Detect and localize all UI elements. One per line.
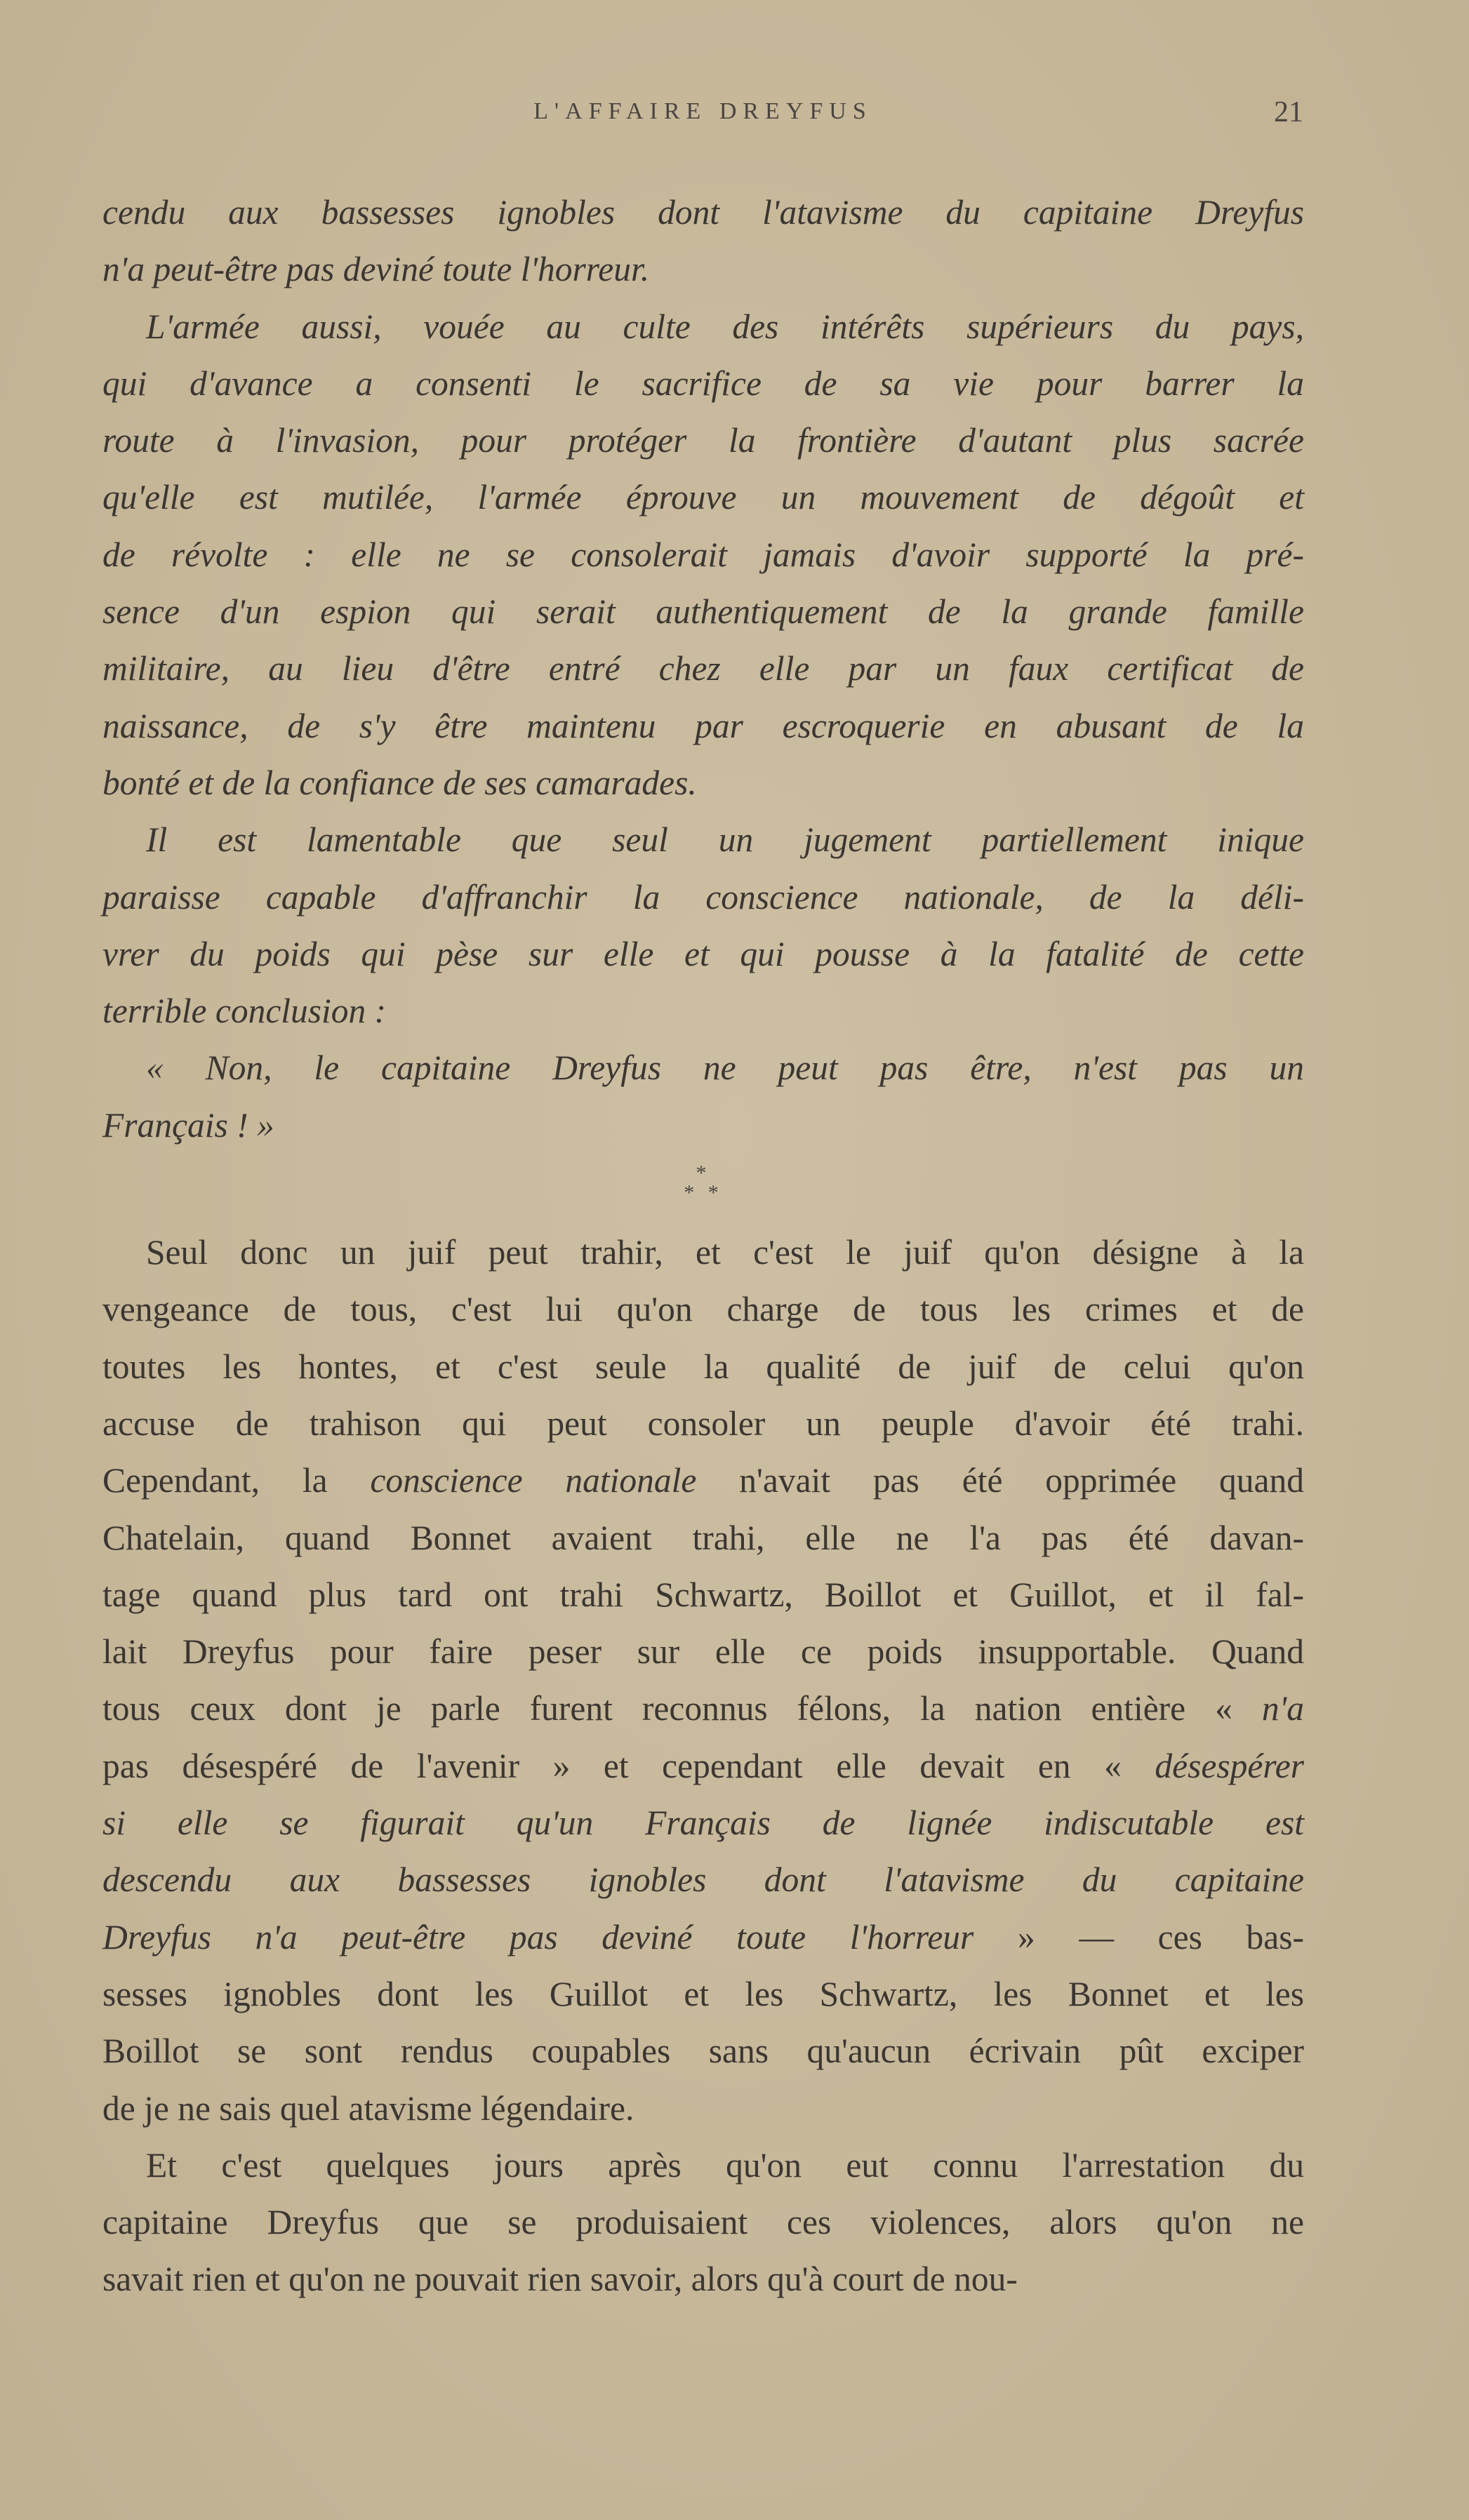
quote-line: Français ! » [102, 1105, 274, 1145]
prose-line: lait Dreyfus pour faire peser sur elle ce poids insupportable. Quand [102, 1632, 1304, 1672]
quote-line: de révolte : elle ne se consolerait jamais d'avoir supporté la pré- [102, 535, 1304, 574]
prose-line: Seul donc un juif peut trahir, et c'est le juif qu'on désigne à la [146, 1233, 1304, 1272]
quote-line: qui d'avance a consenti le sacrifice de sa vie pour barrer la [102, 364, 1304, 403]
prose-line: Boillot se sont rendus coupables sans qu'aucun écrivain pût exciper [102, 2032, 1304, 2071]
prose-line: accuse de trahison qui peut consoler un peuple d'avoir été trahi. [102, 1404, 1304, 1443]
quote-line: cendu aux bassesses ignobles dont l'atavisme du capitaine Dreyfus [102, 193, 1304, 232]
page-header [102, 98, 1303, 140]
quote-line: vrer du poids qui pèse sur elle et qui pousse à la fatalité de cette [102, 934, 1304, 973]
quote-line: Il est lamentable que seul un jugement partiellement inique [146, 820, 1304, 860]
quote-line: bonté et de la confiance de ses camarades. [102, 763, 697, 802]
quote-line: militaire, au lieu d'être entré chez elle par un faux certificat de [102, 649, 1304, 688]
emphasis: descendu aux bassesses ignobles dont l'atavisme du capitaine [102, 1860, 1304, 1900]
emphasis: n'a [1261, 1689, 1304, 1728]
quote-line: paraisse capable d'affranchir la conscience nationale, de la déli- [102, 877, 1304, 916]
quote-line: L'armée aussi, vouée au culte des intérêts supérieurs du pays, [146, 307, 1304, 346]
prose-line: Dreyfus n'a peut-être pas deviné toute l'horreur » — ces bas- [102, 1917, 1304, 1956]
section-separator: * * * [684, 1161, 723, 1205]
quote-line: « Non, le capitaine Dreyfus ne peut pas être, n'est pas un [146, 1048, 1304, 1088]
prose-line: sesses ignobles dont les Guillot et les Schwartz, les Bonnet et les [102, 1974, 1304, 2013]
prose-line [102, 1794, 1304, 1851]
prose-line: Cependant, la conscience nationale n'avait pas été opprimée quand [102, 1461, 1304, 1500]
prose-lines [102, 1224, 1304, 2308]
prose-line: tous ceux dont je parle furent reconnus félons, la nation entière « n'a [102, 1689, 1304, 1728]
prose-line: de je ne sais quel atavisme légendaire. [102, 2088, 634, 2128]
prose-line: tage quand plus tard ont trahi Schwartz, Boillot et Guillot, et il fal- [102, 1575, 1304, 1614]
quote-line: route à l'invasion, pour protéger la frontière d'autant plus sacrée [102, 421, 1304, 460]
running-title: L'AFFAIRE DREYFUS [533, 98, 872, 124]
prose-line: Chatelain, quand Bonnet avaient trahi, elle ne l'a pas été davan- [102, 1518, 1304, 1557]
quote-line: terrible conclusion : [102, 992, 387, 1031]
emphasis: Dreyfus n'a peut-être pas deviné toute l'horreur [102, 1917, 974, 1956]
quote-line: naissance, de s'y être maintenu par escroquerie en abusant de la [102, 706, 1304, 745]
prose-line [102, 1851, 1304, 1908]
prose-line: savait rien et qu'on ne pouvait rien savoir, alors qu'à court de nou- [102, 2260, 1018, 2299]
page-number: 21 [1274, 96, 1303, 128]
emphasis: si elle se figurait qu'un Français de lignée indiscutable est [102, 1804, 1304, 1843]
prose-line: toutes les hontes, et c'est seule la qualité de juif de celui qu'on [102, 1347, 1304, 1386]
body-text [102, 184, 1304, 2308]
quote-line: n'a peut-être pas deviné toute l'horreur. [102, 250, 650, 289]
prose-line: pas désespéré de l'avenir » et cependant elle devait en « désespérer [102, 1746, 1304, 1785]
emphasis: conscience nationale [370, 1461, 697, 1500]
prose-line: vengeance de tous, c'est lui qu'on charge de tous les crimes et de [102, 1290, 1304, 1329]
quote-line: qu'elle est mutilée, l'armée éprouve un mouvement de dégoût et [102, 478, 1304, 517]
prose-line: capitaine Dreyfus que se produisaient ces violences, alors qu'on ne [102, 2203, 1304, 2242]
emphasis: désespérer [1155, 1746, 1304, 1785]
prose-line: Et c'est quelques jours après qu'on eut connu l'arrestation du [146, 2145, 1304, 2185]
quote-line: sence d'un espion qui serait authentiquement de la grande famille [102, 592, 1304, 632]
quoted-passage [102, 184, 1304, 1154]
